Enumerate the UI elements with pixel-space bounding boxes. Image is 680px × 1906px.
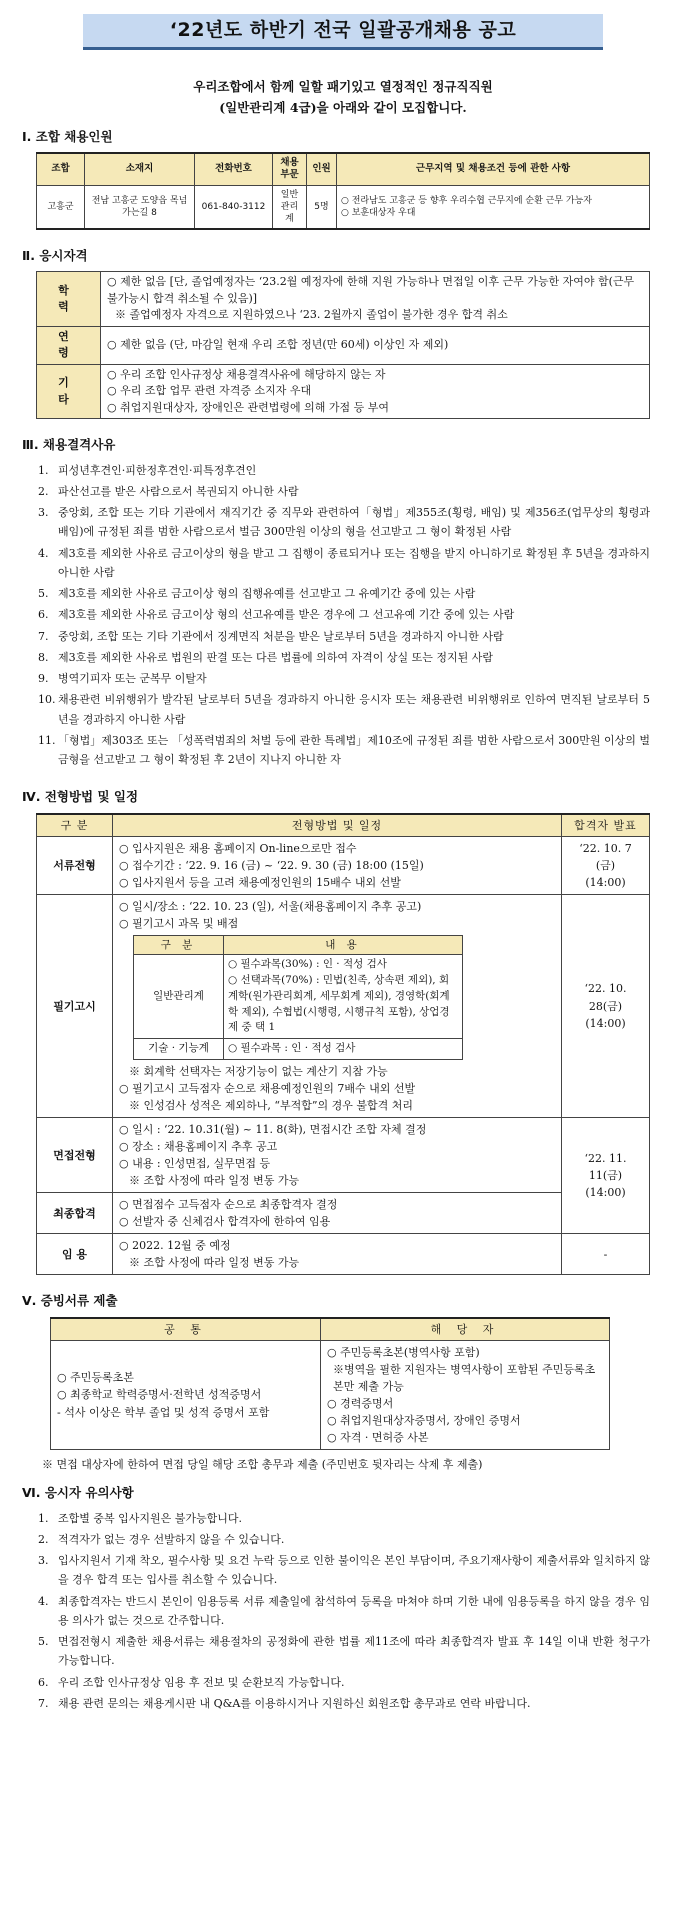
qual-label-etc: 기 타 xyxy=(37,364,101,419)
target-doc-1: ○ 주민등록초본(병역사항 포함) xyxy=(327,1345,480,1359)
doc-line-2: ○ 접수기간 : ‘22. 9. 16 (금) ~ ‘22. 9. 30 (금) 18:00 (15일) xyxy=(119,858,424,872)
doc-line-3: ○ 입사지원서 등을 고려 채용예정인원의 15배수 내외 선발 xyxy=(119,876,401,889)
target-docs xyxy=(321,1340,610,1449)
qual-edu-2: ※ 졸업예정자 자격으로 지원하였으나 ‘23. 2월까지 졸업이 불가한 경우 합격 취소 xyxy=(115,308,508,322)
label-document: 서류전형 xyxy=(37,836,113,894)
table-row xyxy=(37,185,650,229)
section-2-heading: Ⅱ. 응시자격 xyxy=(22,247,88,263)
list-item: 11. 「형법」제303조 또는 「성폭력범죄의 처벌 등에 관한 특례법」제10조에 규정된 죄를 범한 사람으로서 300만원 이상의 벌금형을 선고받고 그 형이 확정된 후 2년이 지나지 아니한 자 xyxy=(38,733,650,767)
list-item: 1. 피성년후견인·피한정후견인·피특정후견인 xyxy=(38,463,257,477)
label-appointment: 임 용 xyxy=(37,1234,113,1275)
list-item: 7. 채용 관련 문의는 채용게시판 내 Q&A를 이용하시거나 지원하신 회원조합 총무과로 연락 바랍니다. xyxy=(38,1696,531,1710)
list-item: 7. 중앙회, 조합 또는 기타 기관에서 징계면직 처분을 받은 날로부터 5년을 경과하지 아니한 사람 xyxy=(38,629,504,643)
section-1-heading: Ⅰ. 조합 채용인원 xyxy=(22,128,113,144)
documents-header xyxy=(51,1318,610,1341)
qual-etc-1: ○ 우리 조합 인사규정상 채용결격사유에 해당하지 않는 자 xyxy=(107,367,386,381)
subject-th-division: 구 분 xyxy=(134,936,224,955)
wr-line-2: ○ 필기고시 과목 및 배점 xyxy=(119,917,239,931)
list-item: 5. 면접전형시 제출한 채용서류는 채용절차의 공정화에 관한 법률 제11조에 따라 최종합격자 발표 후 14일 이내 반환 청구가 가능합니다. xyxy=(38,1635,650,1668)
subject-table xyxy=(133,935,463,1060)
intro-line-1: 우리조합에서 함께 일할 패기있고 열정적인 정규직직원 xyxy=(193,79,493,94)
section-6-heading: Ⅵ. 응시자 유의사항 xyxy=(22,1485,134,1501)
common-doc-3: - 석사 이상은 학부 졸업 및 성적 증명서 포함 xyxy=(57,1405,270,1419)
schedule-row-interview xyxy=(37,1118,650,1193)
schedule-row-document xyxy=(37,836,650,894)
notice-list xyxy=(38,1509,650,1714)
table-row xyxy=(51,1340,610,1449)
page-title: ‘22년도 하반기 전국 일괄공개채용 공고 xyxy=(83,14,603,50)
disqualification-list xyxy=(38,461,650,770)
section-3-heading: Ⅲ. 채용결격사유 xyxy=(22,437,116,453)
condition-1: ○ 전라남도 고흥군 등 향후 우리수협 근무지에 순환 근무 가능자 xyxy=(341,195,592,206)
cell-phone: 061-840-3112 xyxy=(195,185,273,229)
iv-line-1: ○ 일시 : ‘22. 10.31(월) ~ 11. 8(화), 면접시간 조합 자체 결정 xyxy=(119,1123,427,1137)
th-count: 인원 xyxy=(307,153,337,185)
target-doc-3: ○ 경력증명서 xyxy=(327,1396,394,1410)
ap-line-2: ※ 조합 사정에 따라 일정 변동 가능 xyxy=(129,1256,300,1270)
subject-tech-required: ○ 필수과목 : 인 · 적성 검사 xyxy=(224,1039,463,1060)
list-item: 4. 제3호를 제외한 사유로 금고이상의 형을 받고 그 집행이 종료되거나 또는 집행을 받지 아니하기로 확정된 후 5년을 경과하지 아니한 사람 xyxy=(38,546,650,579)
section-5-heading: Ⅴ. 증빙서류 제출 xyxy=(22,1293,118,1309)
th-result: 합격자 발표 xyxy=(562,814,650,837)
qual-label-age: 연 령 xyxy=(37,326,101,364)
list-item: 6. 제3호를 제외한 사유로 금고이상 형의 선고유예를 받은 경우에 그 선고유예 기간 중에 있는 사람 xyxy=(38,608,515,622)
th-method: 전형방법 및 일정 xyxy=(113,814,562,837)
cell-union: 고흥군 xyxy=(37,185,85,229)
wr-line-4: ○ 필기고시 고득점자 순으로 채용예정인원의 7배수 내외 선발 xyxy=(119,1081,416,1095)
intro xyxy=(36,76,650,119)
common-doc-1: ○ 주민등록초본 xyxy=(57,1371,134,1385)
qual-edu-1: ○ 제한 없음 [단, 졸업예정자는 ‘23.2월 예정자에 한해 지원 가능하나 면접일 이후 근무 가능한 자여야 함(근무 불가능시 합격 취소될 수 있음)] xyxy=(107,275,635,305)
th-common: 공 통 xyxy=(51,1318,321,1341)
schedule-table xyxy=(36,813,650,1276)
subject-label-tech: 기술 · 기능계 xyxy=(134,1039,224,1060)
doc-line-1: ○ 입사지원은 채용 홈페이지 On-line으로만 접수 xyxy=(119,841,357,855)
documents-note: ※ 면접 대상자에 한하여 면접 당일 해당 조합 총무과 제출 (주민번호 뒷자리는 삭제 후 제출) xyxy=(42,1458,483,1472)
th-union: 조합 xyxy=(37,153,85,185)
fin-line-2: ○ 선발자 중 신체검사 합격자에 한하여 임용 xyxy=(119,1215,331,1229)
table-row xyxy=(134,1039,463,1060)
section-4-heading: Ⅳ. 전형방법 및 일정 xyxy=(22,789,139,805)
table-row xyxy=(134,955,463,1039)
recruit-table xyxy=(36,152,650,230)
cell-count: 5명 xyxy=(307,185,337,229)
iv-line-2: ○ 장소 : 채용홈페이지 추후 공고 xyxy=(119,1140,278,1154)
wr-line-1: ○ 일시/장소 : ‘22. 10. 23 (일), 서울(채용홈페이지 추후 공고) xyxy=(119,900,422,914)
intro-line-2: (일반관리계 4급)을 아래와 같이 모집합니다. xyxy=(219,100,467,116)
th-address: 소재지 xyxy=(85,153,195,185)
result-document: ‘22. 10. 7 (금) (14:00) xyxy=(562,836,650,894)
qual-row-etc xyxy=(37,364,650,419)
qual-age-1: ○ 제한 없음 (단, 마감일 현재 우리 조합 정년(만 60세) 이상인 자 제외) xyxy=(101,326,650,364)
qual-etc-2: ○ 우리 조합 업무 관련 자격증 소지자 우대 xyxy=(107,384,312,398)
th-phone: 전화번호 xyxy=(195,153,273,185)
list-item: 1. 조합별 중복 입사지원은 불가능합니다. xyxy=(38,1511,243,1525)
target-doc-2: ※병역을 필한 지원자는 병역사항이 포함된 주민등록초본만 제출 가능 xyxy=(333,1362,596,1393)
qualification-table xyxy=(36,271,650,419)
list-item: 2. 적격자가 없는 경우 선발하지 않을 수 있습니다. xyxy=(38,1532,285,1546)
common-doc-2: ○ 최종학교 학력증명서·전학년 성적증명서 xyxy=(57,1388,262,1402)
list-item: 9. 병역기피자 또는 군복무 이탈자 xyxy=(38,672,207,686)
qual-etc-3: ○ 취업지원대상자, 장애인은 관련법령에 의해 가점 등 부여 xyxy=(107,400,389,414)
label-interview: 면접전형 xyxy=(37,1118,113,1193)
th-target: 해 당 자 xyxy=(321,1318,610,1341)
list-item: 5. 제3호를 제외한 사유로 금고이상 형의 집행유예를 선고받고 그 유예기간 중에 있는 사람 xyxy=(38,587,476,601)
subject-elective: ○ 선택과목(70%) : 민법(친족, 상속편 제외), 회계학(원가관리회계, 세무회계 제외), 경영학(회계학 제외), 수협법(시행령, 시행규칙 포함), 상업경제 중 택 1 xyxy=(228,974,450,1034)
result-appointment: - xyxy=(562,1234,650,1275)
qual-row-age xyxy=(37,326,650,364)
fin-line-1: ○ 면접점수 고득점자 순으로 최종합격자 결정 xyxy=(119,1198,338,1212)
wr-line-5: ※ 인성검사 성적은 제외하나, “부적합”의 경우 불합격 처리 xyxy=(129,1099,413,1112)
iv-line-4: ※ 조합 사정에 따라 일정 변동 가능 xyxy=(129,1174,300,1188)
ap-line-1: ○ 2022. 12월 중 예정 xyxy=(119,1239,231,1253)
iv-line-3: ○ 내용 : 인성면접, 실무면접 등 xyxy=(119,1157,271,1171)
th-conditions: 근무지역 및 채용조건 등에 관한 사항 xyxy=(337,153,650,185)
subject-th-content: 내 용 xyxy=(224,936,463,955)
th-division: 구 분 xyxy=(37,814,113,837)
wr-line-3: ※ 회계학 선택자는 저장기능이 없는 계산기 지참 가능 xyxy=(129,1064,388,1078)
documents-table xyxy=(50,1317,610,1450)
list-item: 6. 우리 조합 인사규정상 임용 후 전보 및 순환보직 가능합니다. xyxy=(38,1675,345,1689)
schedule-row-written xyxy=(37,895,650,1118)
subject-label-general: 일반관리계 xyxy=(134,955,224,1039)
result-interview: ‘22. 11. 11(금) (14:00) xyxy=(562,1118,650,1234)
target-doc-4: ○ 취업지원대상자증명서, 장애인 증명서 xyxy=(327,1414,521,1428)
recruit-table-header xyxy=(37,153,650,185)
list-item: 3. 입사지원서 기재 착오, 필수사항 및 요건 누락 등으로 인한 불이익은 본인 부담이며, 주요기재사항이 제출서류와 일치하지 않을 경우 합격 또는 입사를 취소할 수 있습니다. xyxy=(38,1554,650,1587)
result-written: ‘22. 10. 28(금) (14:00) xyxy=(562,895,650,1118)
common-docs xyxy=(51,1340,321,1449)
list-item: 3. 중앙회, 조합 또는 기타 기관에서 재직기간 중 직무와 관련하여「형법」제355조(횡령, 배임) 및 제356조(업무상의 횡령과 배임)에 규정된 죄를 범한 사람으로서 벌금 300만원 이상의 형을 선고받고 그 형이 확정된 사람 xyxy=(38,506,650,539)
schedule-header xyxy=(37,814,650,837)
label-final: 최종합격 xyxy=(37,1193,113,1234)
list-item: 10. 채용관련 비위행위가 발각된 날로부터 5년을 경과하지 아니한 응시자 또는 채용관련 비위행위로 인하여 면직된 날로부터 5년을 경과하지 아니한 사람 xyxy=(38,693,650,726)
list-item: 2. 파산선고를 받은 사람으로서 복권되지 아니한 사람 xyxy=(38,484,299,498)
list-item: 8. 제3호를 제외한 사유로 법원의 판결 또는 다른 법률에 의하여 자격이 상실 또는 정지된 사람 xyxy=(38,650,493,664)
condition-2: ○ 보훈대상자 우대 xyxy=(341,207,416,218)
list-item: 4. 최종합격자는 반드시 본인이 임용등록 서류 제출일에 참석하여 등록을 마쳐야 하며 기한 내에 임용등록을 하지 않을 경우 임용 의사가 없는 것으로 간주합니다. xyxy=(38,1594,650,1627)
cell-address: 전남 고흥군 도양읍 목넘가는길 8 xyxy=(85,185,195,229)
qual-label-education: 학 력 xyxy=(37,272,101,327)
cell-conditions xyxy=(337,185,650,229)
schedule-row-appointment xyxy=(37,1234,650,1275)
qual-row-education xyxy=(37,272,650,327)
cell-field: 일반 관리계 xyxy=(273,185,307,229)
label-written: 필기고시 xyxy=(37,895,113,1118)
th-field: 채용 부문 xyxy=(273,153,307,185)
subject-required: ○ 필수과목(30%) : 인 · 적성 검사 xyxy=(228,958,387,971)
schedule-row-final xyxy=(37,1193,650,1234)
target-doc-5: ○ 자격 · 면허증 사본 xyxy=(327,1431,429,1445)
